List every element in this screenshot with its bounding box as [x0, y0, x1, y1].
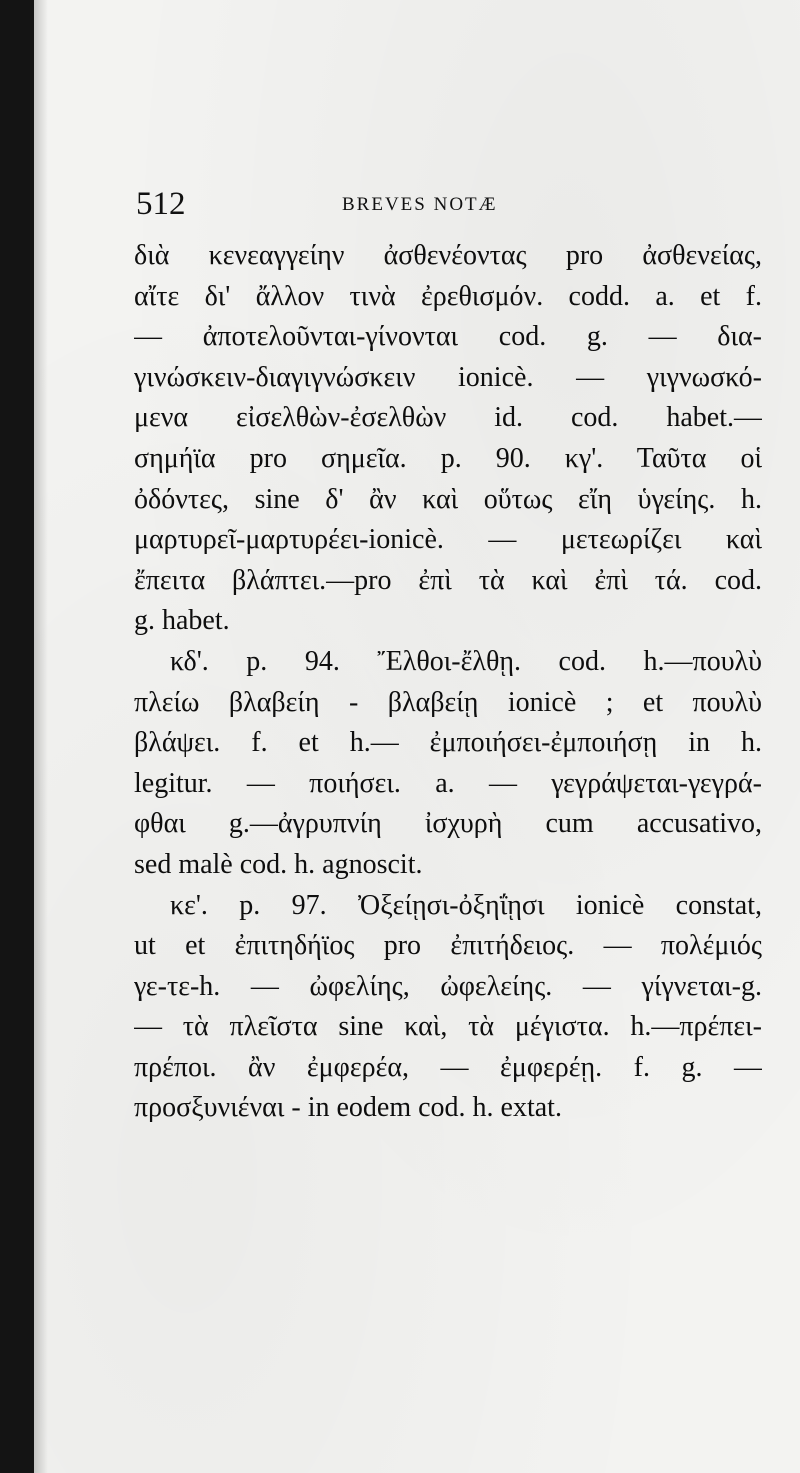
running-title: BREVES NOTÆ [342, 194, 498, 215]
text-line: σημήϊα pro σημεῖα. p. 90. κγ'. Ταῦτα οἱ [134, 442, 762, 474]
text-line: γινώσκειν-διαγιγνώσκειν ionicè. — γιγνωσκό- [134, 361, 762, 393]
text-line: κε'. p. 97. Ὀξείῃσι-ὀξηΐῃσι ionicè constat, [170, 889, 762, 921]
text-line: — ἀποτελοῦνται-γίνονται cod. g. — δια- [134, 321, 762, 353]
text-line: βλάψει. f. et h.— ἐμποιήσει-ἐμποιήσῃ in h. [134, 727, 762, 759]
text-line: — τὰ πλεῖστα sine καὶ, τὰ μέγιστα. h.—πρέπει- [134, 1011, 762, 1043]
text-line: sed malè cod. h. agnoscit. [134, 848, 423, 880]
text-line: ὀδόντες, sine δ' ἂν καὶ οὕτως εἴη ὑγείης. h. [134, 483, 762, 515]
text-line: μενα εἰσελθὼν-ἐσελθὼν id. cod. habet.— [134, 402, 762, 434]
text-line: διὰ κενεαγγείην ἀσθενέοντας pro ἀσθενείας, [134, 240, 762, 271]
page-number: 512 [136, 186, 186, 222]
text-line: αἴτε δι' ἄλλον τινὰ ἐρεθισμόν. codd. a. et f. [134, 280, 762, 312]
text-line: μαρτυρεῖ-μαρτυρέει-ionicè. — μετεωρίζει καὶ [134, 524, 762, 556]
body-text [134, 236, 762, 1129]
text-line: ἔπειτα βλάπτει.—pro ἐπὶ τὰ καὶ ἐπὶ τά. cod. [134, 564, 762, 596]
book-page [34, 0, 800, 1473]
text-line: πρέποι. ἂν ἐμφερέα, — ἐμφερέῃ. f. g. — [134, 1051, 762, 1083]
running-head [136, 184, 796, 224]
text-line: κδ'. p. 94. Ἔλθοι-ἔλθῃ. cod. h.—πουλὺ [170, 645, 762, 677]
text-line: γε-τε-h. — ὠφελίης, ὠφελείης. — γίγνεται-g. [134, 970, 762, 1002]
text-line: g. habet. [134, 605, 230, 637]
text-line: legitur. — ποιήσει. a. — γεγράψεται-γεγρά- [134, 767, 762, 799]
text-line: πλείω βλαβείη - βλαβείῃ ionicè ; et πουλὺ [134, 686, 762, 718]
page-gutter-shadow [34, 0, 48, 1473]
text-line: φθαι g.—ἀγρυπνίη ἰσχυρὴ cum accusativo, [134, 808, 762, 840]
text-line: ut et ἐπιτηδήϊος pro ἐπιτήδειος. — πολέμιός [134, 930, 762, 962]
text-line: προσξυνιέναι - in eodem cod. h. extat. [134, 1092, 562, 1124]
